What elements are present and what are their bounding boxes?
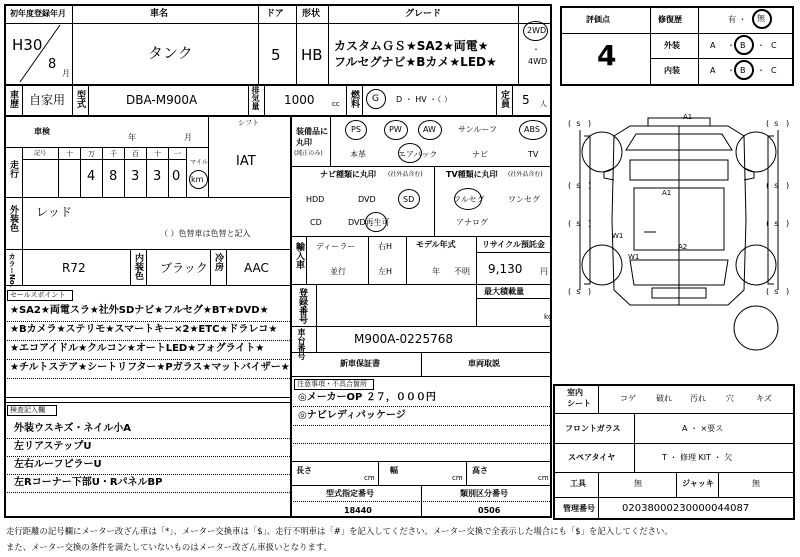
diag-s-8: ( s ) [766, 219, 790, 228]
grade-line2: フルセグナビ★Bカメ★LED★ [334, 55, 497, 69]
ext-c: C [771, 41, 777, 50]
unit-5: 一 [174, 150, 181, 158]
recycle-label: リサイクル預託金 [482, 240, 545, 249]
grade-line1: カスタムＧＳ★SA2★両電★ [334, 39, 489, 53]
interior-color-label: 内装色 [133, 253, 143, 280]
diag-s-6: ( s ) [766, 287, 790, 296]
class-value: 0506 [478, 506, 501, 515]
capacity-unit: 人 [540, 100, 547, 108]
tv-analog: アナログ [456, 218, 488, 227]
import-rh: 右H [378, 242, 393, 251]
capacity: 5 [522, 93, 530, 107]
tv-type-label: TV種類に丸印 [446, 170, 498, 179]
digit-3: 3 [131, 169, 140, 184]
digit-4: 3 [153, 169, 162, 184]
mgmt-value: 02038000230000044087 [622, 503, 750, 514]
eq-tv: TV [528, 150, 539, 159]
seat-opt-1: 破れ [656, 394, 672, 403]
shift-label: シフト [238, 119, 259, 127]
color-change-note: （ ）色替車は色替と記入 [160, 229, 251, 238]
sales-label: セールスポイント [10, 291, 66, 299]
windshield-label: フロントガラス [565, 424, 621, 433]
class-label: 類別区分番号 [460, 489, 508, 498]
manual-label: 車両取説 [468, 359, 500, 368]
spare-label: スペアタイヤ [568, 453, 616, 462]
sales-line-2: ★エコアイドル★クルコン★オートLED★フォグライト★ [10, 343, 265, 354]
mgmt-label: 管理番号 [563, 504, 595, 513]
shift: IAT [236, 154, 256, 169]
eq-ps: PS [351, 125, 361, 134]
navi-sd: SD [403, 195, 415, 204]
seat-label-2: シート [567, 399, 591, 408]
cc-unit: cc [332, 100, 340, 108]
diag-s-2: ( s ) [766, 119, 790, 128]
drive-dot: ・ [532, 45, 540, 54]
equipment-label-1: 装備品に [296, 127, 328, 136]
color-value: レッド [36, 205, 72, 219]
eq-leather: 本革 [350, 150, 366, 159]
displacement: 1000 [284, 93, 315, 107]
seat-opt-3: 穴 [726, 394, 734, 403]
unit-3: 百 [132, 150, 139, 158]
eq-pw: PW [389, 125, 402, 134]
jack-label: ジャッキ [682, 479, 714, 488]
car-name-label: 車名 [150, 9, 169, 19]
inspector-line-1: 左リアステップU [14, 441, 92, 452]
displacement-label: 排気量 [251, 86, 260, 110]
tv-oneseg: ワンセグ [508, 195, 540, 204]
ext-b: B [740, 41, 746, 50]
model-label: 型式 [75, 90, 85, 108]
sales-line-1: ★Bカメラ★ステリモ★スマートキー×2★ETC★ドラレコ★ [10, 324, 278, 335]
eq-airbag: エアバック [398, 150, 438, 159]
capacity-label: 定員 [499, 90, 509, 108]
color-label: 外装色 [8, 205, 18, 232]
ext-a: A [710, 41, 716, 50]
eq-navi: ナビ [472, 150, 488, 159]
first-reg-label: 初年度登録年月 [10, 9, 66, 18]
spare-value: T ・ 修理 KIT ・ 欠 [662, 453, 733, 462]
max-load-unit: kg [544, 313, 553, 321]
model-year-unknown: 不明 [454, 267, 470, 276]
fuel-label: 燃料 [349, 90, 359, 108]
diag-s-4: ( s ) [766, 181, 790, 190]
diag-a1-mid: A1 [662, 189, 672, 197]
repair-label: 修復歴 [658, 15, 682, 24]
diag-s-3: ( s ) [568, 181, 592, 190]
reg-no-label: 登録番号 [297, 288, 307, 324]
windshield-value: A ・ ×要ス [682, 424, 724, 433]
interior-label: 内装 [664, 66, 680, 75]
purpose: 自家用 [29, 93, 66, 107]
navi-type-label: ナビ種類に丸印 [320, 170, 376, 179]
ext-dot-1: ・ [727, 41, 735, 50]
repair-none: 無 [757, 14, 765, 23]
body-type-label: 形状 [302, 9, 321, 19]
model-desig-label: 型式指定番号 [326, 489, 374, 498]
exterior-label: 外装 [664, 41, 680, 50]
mileage-label: 走行 [8, 160, 18, 178]
equipment-label-2: 丸印 [296, 138, 312, 147]
int-dot-1: ・ [727, 66, 735, 75]
int-a: A [710, 66, 716, 75]
unit-0: 十 [66, 150, 73, 158]
car-damage-diagram [560, 100, 794, 376]
import-parallel: 並行 [330, 267, 346, 276]
tv-type-sub: (社外品含む) [508, 171, 543, 178]
unit-4: 十 [154, 150, 161, 158]
fuel-g: G [372, 94, 379, 104]
reg-era: H30 [12, 36, 43, 54]
notes-line-1: ◎ナビレディパッケージ [298, 410, 406, 421]
diag-w1-right: W1 [628, 253, 640, 261]
inspection-month: 月 [184, 133, 192, 142]
height-unit: cm [538, 474, 549, 482]
door-label: ドア [266, 9, 284, 19]
height-label: 高さ [472, 466, 488, 475]
model-year-unit: 年 [432, 267, 440, 276]
drive-4wd: 4WD [528, 57, 548, 66]
length-unit: cm [364, 474, 375, 482]
color-no-label: カラーNo. [8, 253, 16, 288]
notes-line-0: ◎メーカーOP ２７，０００円 [298, 392, 436, 403]
int-b: B [740, 66, 746, 75]
seat-opt-0: コゲ [620, 394, 636, 403]
tools-value: 無 [634, 479, 642, 488]
inspector-line-2: 左右ルーフピラーU [14, 459, 102, 470]
inspection-year: 年 [128, 133, 136, 142]
recycle-yen: 円 [540, 267, 548, 276]
model-desig-value: 18440 [344, 506, 372, 515]
drive-2wd: 2WD [527, 26, 547, 35]
inspector-label: 検査記入欄 [10, 406, 45, 414]
month-unit: 月 [62, 69, 70, 78]
eq-sunroof: サンルーフ [458, 125, 497, 134]
navi-dvd: DVD [358, 195, 376, 204]
model-year-label: モデル年式 [416, 240, 456, 249]
width-unit: cm [452, 474, 463, 482]
import-dealer: ディーラー [316, 242, 356, 251]
repair-options: 有 ・ [728, 15, 747, 24]
diag-w1-left: W1 [612, 232, 624, 240]
footer-line2: また、メーター交換の条件を満たしていないものはメーター改ざん車扱いとなります。 [6, 542, 332, 552]
import-lh: 左H [378, 267, 393, 276]
navi-cd: CD [310, 218, 322, 227]
max-load-label: 最大積載量 [484, 287, 524, 296]
length-label: 長さ [296, 466, 312, 475]
diag-a1-top: A1 [683, 113, 693, 121]
grade-label: グレード [405, 9, 442, 19]
inspector-line-3: 左Rコーナー下部U・RパネルBP [14, 477, 163, 488]
eq-aw: AW [423, 125, 436, 134]
diag-a2: A2 [678, 243, 688, 251]
width-label: 幅 [390, 466, 398, 475]
tv-fullseg: フルセグ [453, 195, 485, 204]
interior-color: ブラック [160, 261, 208, 275]
sales-line-3: ★チルトステア★シートリフター★Pガラス★マットバイザー★ [10, 362, 290, 373]
jack-value: 無 [752, 479, 760, 488]
diag-s-1: ( s ) [568, 119, 592, 128]
navi-type-sub: (社外品含む) [388, 171, 423, 178]
import-label: 輸入車 [294, 242, 304, 269]
diag-s-5: ( s ) [568, 287, 592, 296]
mile-unit: マイル [190, 159, 208, 166]
eq-abs: ABS [524, 125, 540, 134]
fuel-options: D ・ HV ・（ ） [396, 95, 452, 104]
digit-5: 0 [172, 169, 181, 184]
doors: 5 [271, 46, 281, 64]
warranty-label: 新車保証書 [340, 359, 380, 368]
navi-hdd: HDD [306, 195, 325, 204]
digit-1: 4 [87, 169, 96, 184]
purpose-label: 車歴 [8, 90, 18, 108]
inspector-line-0: 外装ウスキズ・ネイル小A [14, 423, 132, 434]
chassis-label: 車台番号 [297, 328, 306, 360]
ac-label: 冷房 [213, 253, 223, 271]
seat-label-1: 室内 [567, 388, 583, 397]
model-code: DBA-M900A [126, 93, 198, 107]
body-type: HB [301, 46, 323, 64]
navi-dvd-play: DVD再生可 [348, 218, 390, 227]
notes-label: 注意事項・不具合箇所 [297, 380, 367, 388]
diag-s-7: ( s ) [568, 219, 592, 228]
seat-opt-4: キズ [756, 394, 772, 403]
chassis-value: M900A-0225768 [354, 332, 453, 346]
sales-line-0: ★SA2★両電スラ★社外SDナビ★フルセグ★BT★DVD★ [10, 305, 269, 316]
footer-line1: 走行距離の記号欄にメーター改ざん車は「*」、メーター交換車は「$」、走行不明車は「#」を記入してください。メーター交換で全表示した場合にも「$」を記入してください。 [6, 526, 673, 536]
equipment-sub: (純正のみ) [294, 150, 323, 157]
reg-month: 8 [48, 57, 57, 72]
ext-dot-2: ・ [757, 41, 765, 50]
score-value: 4 [597, 39, 617, 72]
km-unit: km [191, 175, 204, 184]
digit-2: 8 [109, 169, 118, 184]
recycle-value: 9,130 [488, 262, 523, 276]
tools-label: 工具 [570, 479, 586, 488]
car-name: タンク [148, 44, 193, 62]
seat-opt-2: 汚れ [690, 394, 706, 403]
int-dot-2: ・ [757, 66, 765, 75]
unit-2: 千 [110, 150, 117, 158]
color-no: R72 [62, 261, 86, 275]
kigo-label: 記号 [34, 150, 47, 157]
inspection-label: 車検 [34, 127, 50, 136]
score-label: 評価点 [586, 15, 610, 24]
int-c: C [771, 66, 777, 75]
ac-value: AAC [244, 261, 269, 275]
unit-1: 万 [88, 150, 95, 158]
